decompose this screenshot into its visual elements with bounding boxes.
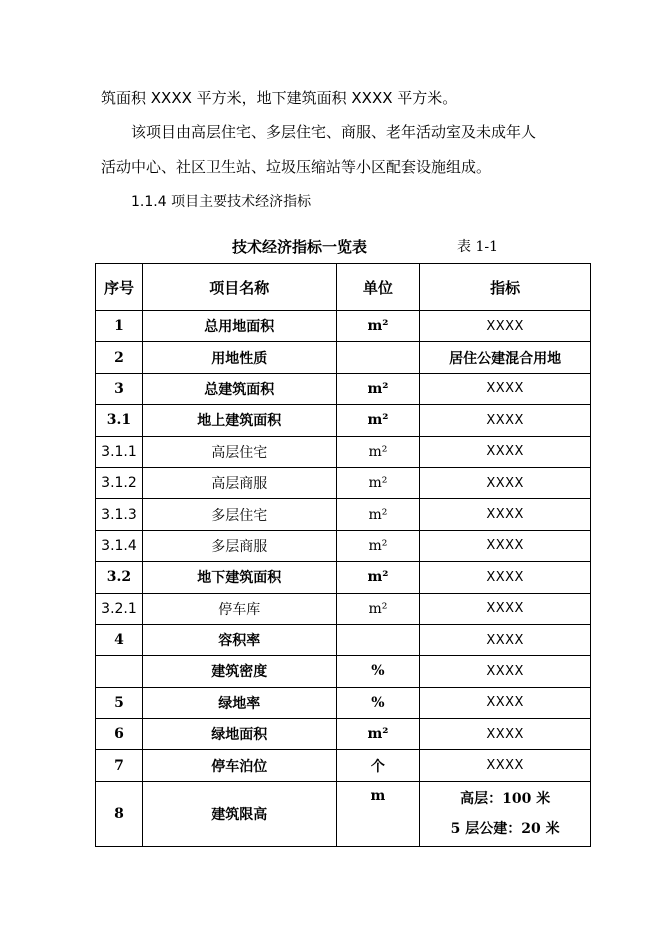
row-value: XXXX <box>420 436 591 467</box>
row-unit <box>336 624 420 655</box>
row-value: XXXX <box>420 750 591 781</box>
row-name: 建筑密度 <box>142 656 336 687</box>
table-row <box>96 593 591 624</box>
row-seq: 3.1 <box>96 405 143 436</box>
table-row <box>96 687 591 718</box>
table-row <box>96 467 591 498</box>
row-value-multiline <box>420 781 591 846</box>
technical-economic-indicators-table <box>95 263 591 847</box>
row-value: XXXX <box>420 499 591 530</box>
table-row <box>96 624 591 655</box>
row-value: XXXX <box>420 719 591 750</box>
row-name: 地下建筑面积 <box>142 562 336 593</box>
row-unit: m <box>336 781 420 846</box>
table-caption-number: 表 1-1 <box>457 239 498 255</box>
table-header-row <box>96 264 591 311</box>
table-row <box>96 562 591 593</box>
row-value: XXXX <box>420 593 591 624</box>
row-name: 总用地面积 <box>142 311 336 342</box>
row-value: XXXX <box>420 467 591 498</box>
height-limit-high-rise: 高层：100 米 <box>460 790 551 807</box>
table-row <box>96 405 591 436</box>
row-seq: 3.2 <box>96 562 143 593</box>
row-value: XXXX <box>420 530 591 561</box>
row-name: 绿地面积 <box>142 719 336 750</box>
row-seq <box>96 656 143 687</box>
row-seq: 5 <box>96 687 143 718</box>
row-name: 容积率 <box>142 624 336 655</box>
row-seq: 3.1.3 <box>96 499 143 530</box>
row-value: XXXX <box>420 311 591 342</box>
row-unit: m² <box>336 593 420 624</box>
row-value: XXXX <box>420 687 591 718</box>
table-row <box>96 530 591 561</box>
row-unit: m² <box>336 373 420 404</box>
row-seq: 3 <box>96 373 143 404</box>
row-unit: 个 <box>336 750 420 781</box>
row-name: 绿地率 <box>142 687 336 718</box>
row-unit: m² <box>336 562 420 593</box>
row-name: 停车库 <box>142 593 336 624</box>
height-limit-public: 5 层公建：20 米 <box>450 820 560 837</box>
row-unit: m² <box>336 467 420 498</box>
row-seq: 3.1.4 <box>96 530 143 561</box>
row-seq: 8 <box>96 781 143 846</box>
row-name: 高层住宅 <box>142 436 336 467</box>
row-seq: 3.1.2 <box>96 467 143 498</box>
row-seq: 3.2.1 <box>96 593 143 624</box>
table-row <box>96 311 591 342</box>
row-name: 用地性质 <box>142 342 336 373</box>
table-row <box>96 719 591 750</box>
row-value: XXXX <box>420 656 591 687</box>
row-unit: m² <box>336 719 420 750</box>
section-heading-1-1-4: 1.1.4 项目主要技术经济指标 <box>131 194 312 210</box>
row-unit: m² <box>336 499 420 530</box>
row-seq: 4 <box>96 624 143 655</box>
row-name: 总建筑面积 <box>142 373 336 404</box>
row-name: 地上建筑面积 <box>142 405 336 436</box>
table-row <box>96 656 591 687</box>
row-value: 居住公建混合用地 <box>420 342 591 373</box>
row-unit: m² <box>336 436 420 467</box>
table-row <box>96 781 591 846</box>
row-seq: 2 <box>96 342 143 373</box>
row-name: 高层商服 <box>142 467 336 498</box>
paragraph-floor-area: 筑面积 XXXX 平方米，地下建筑面积 XXXX 平方米。 <box>101 89 458 107</box>
header-unit: 单位 <box>336 264 420 311</box>
table-row <box>96 750 591 781</box>
table-row <box>96 373 591 404</box>
row-unit: m² <box>336 530 420 561</box>
row-value: XXXX <box>420 373 591 404</box>
row-unit: m² <box>336 311 420 342</box>
row-unit <box>336 342 420 373</box>
table-row <box>96 436 591 467</box>
row-unit: % <box>336 687 420 718</box>
row-value: XXXX <box>420 405 591 436</box>
row-seq: 7 <box>96 750 143 781</box>
row-name: 停车泊位 <box>142 750 336 781</box>
header-seq: 序号 <box>96 264 143 311</box>
table-caption-title: 技术经济指标一览表 <box>232 238 368 256</box>
row-unit: % <box>336 656 420 687</box>
row-seq: 3.1.1 <box>96 436 143 467</box>
header-indicator: 指标 <box>420 264 591 311</box>
paragraph-project-composition-2: 活动中心、社区卫生站、垃圾压缩站等小区配套设施组成。 <box>101 158 492 176</box>
table-row <box>96 499 591 530</box>
row-name: 多层商服 <box>142 530 336 561</box>
row-unit: m² <box>336 405 420 436</box>
row-seq: 6 <box>96 719 143 750</box>
row-value: XXXX <box>420 624 591 655</box>
header-item-name: 项目名称 <box>142 264 336 311</box>
row-seq: 1 <box>96 311 143 342</box>
table-row <box>96 342 591 373</box>
row-value: XXXX <box>420 562 591 593</box>
row-name: 建筑限高 <box>142 781 336 846</box>
paragraph-project-composition-1: 该项目由高层住宅、多层住宅、商服、老年活动室及未成年人 <box>131 123 537 141</box>
row-name: 多层住宅 <box>142 499 336 530</box>
